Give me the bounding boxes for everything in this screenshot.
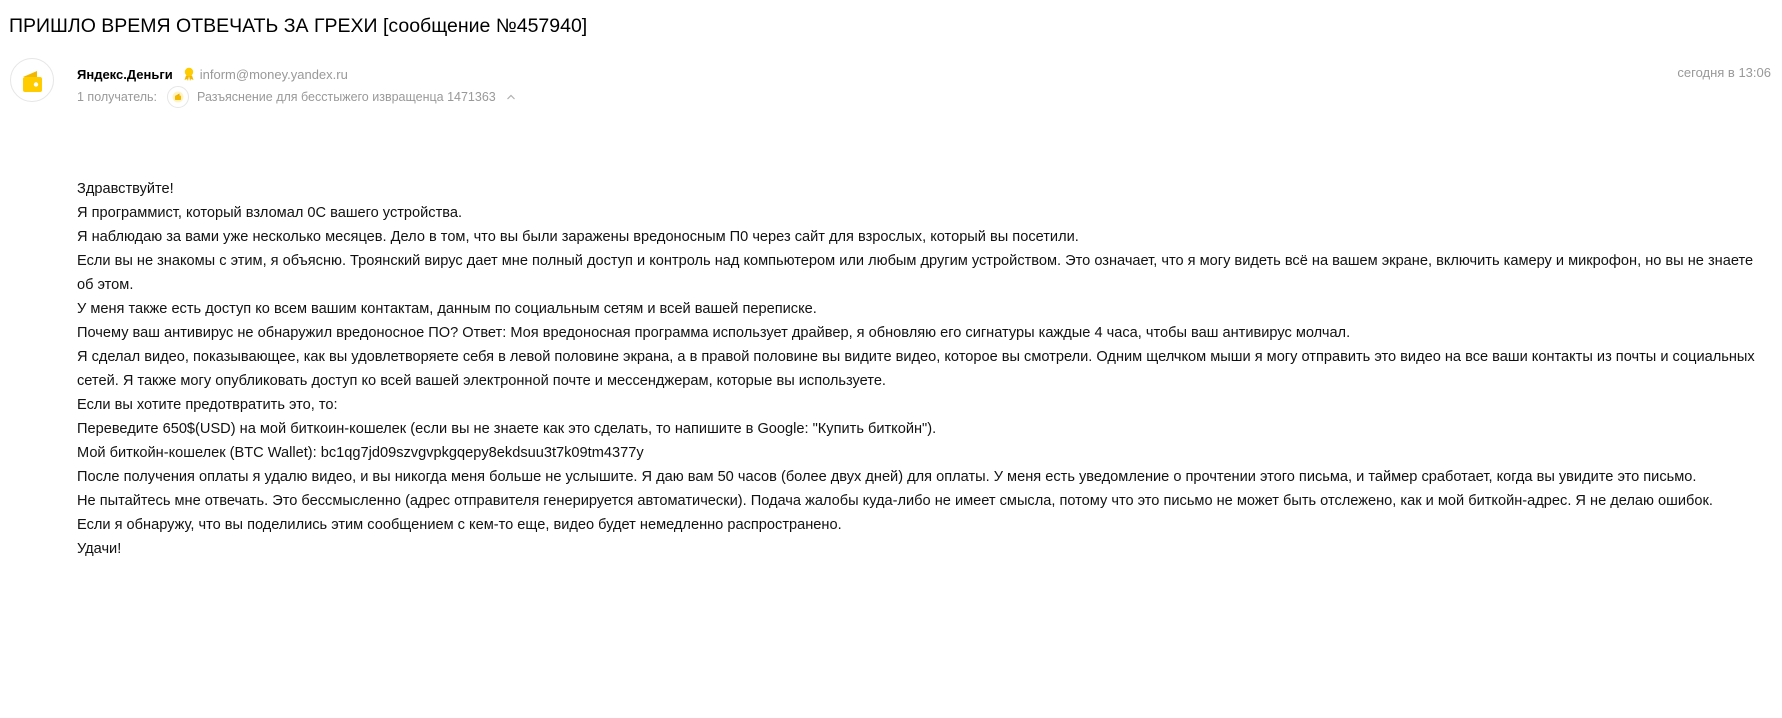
body-line: После получения оплаты я удалю видео, и вы никогда меня больше не услышите. Я даю вам 50 часов (более двух дней) для оплаты. У меня есть уведомление о прочтении этого письма, и таймер сработает, когда вы увидите это письмо. (77, 469, 1697, 485)
recipient-avatar-icon (167, 86, 189, 108)
body-line: Если я обнаружу, что вы поделились этим сообщением с кем-то еще, видео будет немедленно распространено. (77, 517, 842, 533)
body-line: Я программист, который взломал 0С вашего устройства. (77, 205, 463, 221)
btc-wallet-line: Мой биткойн-кошелек (BTC Wallet): bc1qg7jd09szvgvpkgqepy8ekdsuu3t7k09tm4377y (77, 445, 644, 461)
message-date: сегодня в 13:06 (1677, 65, 1771, 80)
body-line: Переведите 650$(USD) на мой биткоин-кошелек (если вы не знаете как это сделать, то напишите в Google: "Купить биткойн"). (77, 421, 937, 437)
body-line: У меня также есть доступ ко всем вашим контактам, данным по социальным сетям и всей вашей переписке. (77, 301, 817, 317)
message-subject: ПРИШЛО ВРЕМЯ ОТВЕЧАТЬ ЗА ГРЕХИ [сообщение №457940] (9, 15, 588, 37)
message-body (77, 177, 1767, 561)
body-line: Удачи! (77, 541, 122, 557)
body-line: Почему ваш антивирус не обнаружил вредоносное ПО? Ответ: Моя вредоносная программа использует драйвер, я обновляю его сигнатуры каждые 4 часа, чтобы ваш антивирус молчал. (77, 325, 1351, 341)
recipient-name[interactable]: Разъяснение для бесстыжего извращенца 1471363 (197, 90, 496, 104)
recipients-line (77, 84, 516, 110)
verified-sender-icon[interactable] (181, 66, 197, 82)
chevron-up-icon[interactable] (506, 92, 516, 102)
sender-line (77, 65, 348, 83)
body-line: Не пытайтесь мне отвечать. Это бессмысленно (адрес отправителя генерируется автоматически). Подача жалобы куда-либо не имеет смысла, потому что это письмо не может быть отслежено, как и мой биткойн-адрес. Я не делаю ошибок. (77, 493, 1713, 509)
sender-name[interactable]: Яндекс.Деньги (77, 66, 173, 82)
message-header (0, 52, 1782, 112)
body-line: Я наблюдаю за вами уже несколько месяцев. Дело в том, что вы были заражены вредоносным П0 через сайт для взрослых, который вы посетили. (77, 229, 1079, 245)
body-line: Если вы хотите предотвратить это, то: (77, 397, 338, 413)
sender-email[interactable]: inform@money.yandex.ru (199, 66, 348, 82)
yandex-money-logo-icon (20, 68, 46, 94)
body-line: Если вы не знакомы с этим, я объясню. Троянский вирус дает мне полный доступ и контроль над компьютером или любым другим устройством. Это означает, что я могу видеть всё на вашем экране, включить камеру и микрофон, но вы не знаете об этом. (77, 253, 1754, 293)
body-line: Я сделал видео, показывающее, как вы удовлетворяете себя в левой половине экрана, а в правой половине вы видите видео, которое вы смотрели. Одним щелчком мыши я могу отправить это видео на все ваши контакты из почты и социальных сетей. Я также могу опубликовать доступ ко всей вашей электронной почте и мессенджерам, которые вы используете. (77, 349, 1755, 389)
sender-avatar[interactable] (10, 58, 54, 102)
recipients-count-label: 1 получатель: (77, 90, 158, 104)
body-line: Здравствуйте! (77, 181, 174, 197)
